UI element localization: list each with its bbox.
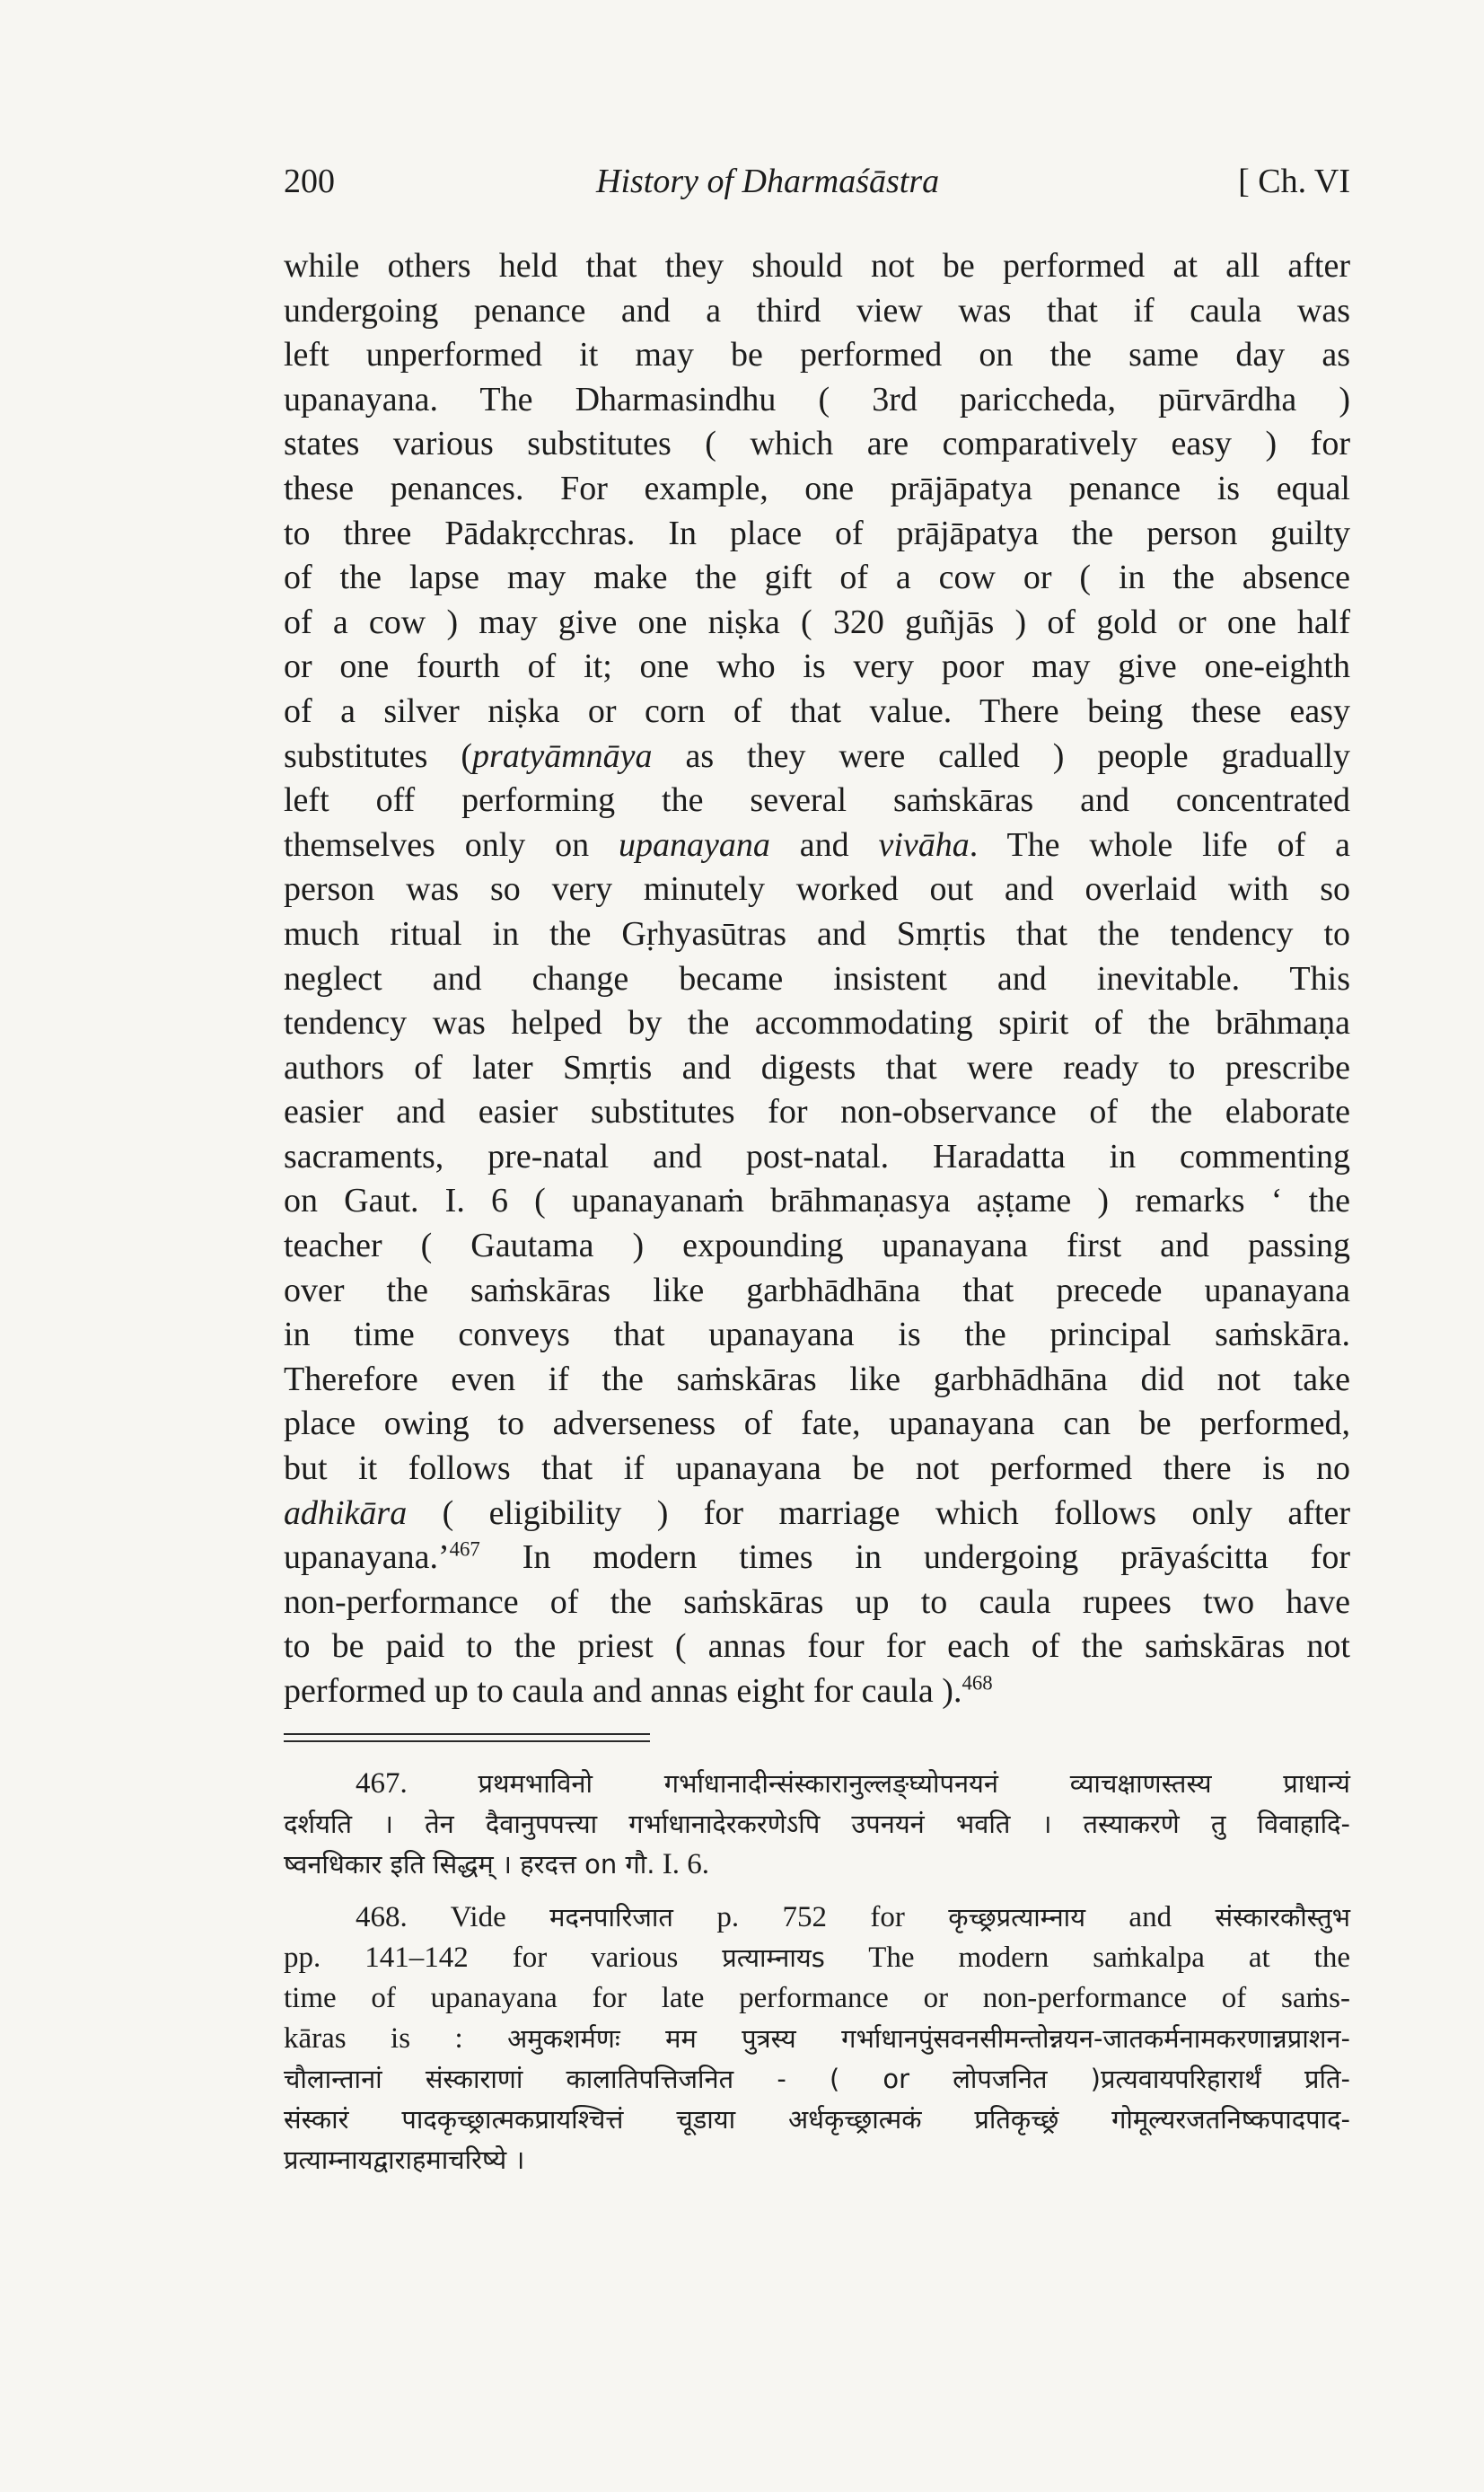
text-line xyxy=(284,823,1350,868)
text-run: In modern times in undergoing prāyaścitta for xyxy=(479,1538,1350,1577)
text-run: themselves only on xyxy=(284,825,619,864)
text-line: neglect and change became insistent and inevitable. This xyxy=(284,959,1350,998)
text-run: performed up to caula and annas eight for caula ). xyxy=(284,1672,962,1710)
footnote-468 xyxy=(284,1898,1350,1938)
text-line xyxy=(284,1536,1350,1581)
italic-term: upanayana xyxy=(619,825,770,864)
footnote-467 xyxy=(284,1764,1350,1804)
text-line: person was so very minutely worked out and overlaid with so xyxy=(284,870,1350,909)
text-line: to be paid to the priest ( annas four for each of the saṁskāras not xyxy=(284,1627,1350,1666)
text-line: easier and easier substitutes for non-observance of the elaborate xyxy=(284,1093,1350,1132)
sanskrit-text: प्रत्याम्नायs xyxy=(722,1942,825,1973)
text-run: . The whole life of a xyxy=(969,825,1350,864)
text-line xyxy=(284,735,1350,779)
text-run: The modern saṁkalpa at the xyxy=(824,1942,1350,1974)
sanskrit-text: गौ. xyxy=(625,1849,655,1880)
text-line: left off performing the several saṁskāras and concentrated xyxy=(284,781,1350,820)
text-line: Therefore even if the saṁskāras like garbhādhāna did not take xyxy=(284,1360,1350,1398)
footnote-line xyxy=(284,1804,1350,1845)
sanskrit-text: प्रथमभाविनो गर्भाधानादीन्संस्कारानुल्लङ्घ्योपनयनं व्याचक्षाणस्तस्य प्राधान्यं xyxy=(478,1768,1351,1799)
text-line: tendency was helped by the accommodating spirit of the brāhmaṇa xyxy=(284,1004,1350,1043)
sanskrit-text: संस्कारं पादकृच्छ्रात्मकप्रायश्चित्तं चूडाया अर्धकृच्छ्रात्मकं प्रतिकृच्छ्रं गोमूल्यरजतनिष्कपादपाद- xyxy=(284,2104,1350,2135)
italic-term: adhikāra xyxy=(284,1493,408,1532)
sanskrit-text: प्रत्याम्नायद्वाराहमाचरिष्ये । xyxy=(284,2144,525,2175)
text-line: teacher ( Gautama ) expounding upanayana first and passing xyxy=(284,1227,1350,1265)
main-text xyxy=(284,244,1350,1714)
sanskrit-text: मदनपारिजात xyxy=(549,1902,673,1933)
text-run: pp. 141–142 for various xyxy=(284,1942,723,1974)
footnotes xyxy=(284,1764,1350,2180)
text-run: ( eligibility ) for marriage which follows only after xyxy=(407,1493,1350,1532)
footnote-line xyxy=(284,2100,1350,2140)
text-line: these penances. For example, one prājāpatya penance is equal xyxy=(284,469,1350,507)
footnote-line: time of upanayana for late performance or non-performance of saṁs- xyxy=(284,1982,1350,2014)
chapter-label: [ Ch. VI xyxy=(1238,163,1350,200)
text-run: substitutes ( xyxy=(284,736,473,775)
text-line: of a cow ) may give one niṣka ( 320 guñjās ) of gold or one half xyxy=(284,603,1350,641)
text-line: but it follows that if upanayana be not performed there is no xyxy=(284,1449,1350,1488)
footnote-rule xyxy=(284,1733,650,1735)
footnote-line xyxy=(284,1845,1350,1885)
text-run: and xyxy=(1085,1901,1216,1933)
text-line: in time conveys that upanayana is the principal saṁskāra. xyxy=(284,1316,1350,1354)
text-line xyxy=(284,1669,1350,1714)
sanskrit-text: दर्शयति । तेन दैवानुपपत्त्या गर्भाधानादेरकरणेऽपि उपनयनं भवति । तस्याकरणे तु विवाहादि- xyxy=(284,1809,1350,1839)
text-run: upanayana.’ xyxy=(284,1538,450,1577)
page-header xyxy=(284,154,1350,208)
text-line: sacraments, pre-natal and post-natal. Haradatta in commenting xyxy=(284,1137,1350,1176)
text-run: and xyxy=(769,825,879,864)
sanskrit-text: ष्वनधिकार इति सिद्धम् । हरदत्त on xyxy=(284,1849,626,1880)
footnote-ref-467: 467 xyxy=(449,1537,480,1561)
text-run: I. 6. xyxy=(654,1848,710,1880)
text-line: while others held that they should not be performed at all after xyxy=(284,247,1350,285)
text-run: kāras is : xyxy=(284,2022,508,2055)
text-line: states various substitutes ( which are comparatively easy ) for xyxy=(284,425,1350,463)
running-title: History of Dharmaśāstra xyxy=(596,163,940,200)
text-line: non-performance of the saṁskāras up to caula rupees two have xyxy=(284,1582,1350,1621)
page-number: 200 xyxy=(284,163,335,200)
footnote-rule xyxy=(284,1740,650,1742)
text-line: of the lapse may make the gift of a cow or ( in the absence xyxy=(284,559,1350,597)
footnote-number: 468. xyxy=(356,1901,408,1933)
italic-term: vivāha xyxy=(878,825,970,864)
text-line xyxy=(284,1492,1350,1537)
italic-term: pratyāmnāya xyxy=(472,736,653,775)
footnote-line xyxy=(284,2059,1350,2100)
footnote-line xyxy=(284,1938,1350,1978)
text-line: much ritual in the Gṛhyasūtras and Smṛtis that the tendency to xyxy=(284,914,1350,953)
text-line: over the saṁskāras like garbhādhāna that precede upanayana xyxy=(284,1271,1350,1309)
text-line: to three Pādakṛcchras. In place of prājāpatya the person guilty xyxy=(284,514,1350,552)
footnote-line xyxy=(284,2019,1350,2059)
sanskrit-text: संस्कारकौस्तुभ xyxy=(1215,1902,1350,1933)
text-line: on Gaut. I. 6 ( upanayanaṁ brāhmaṇasya aṣṭame ) remarks ‘ the xyxy=(284,1182,1350,1220)
text-line: or one fourth of it; one who is very poor may give one-eighth xyxy=(284,647,1350,686)
text-run: as they were called ) people gradually xyxy=(652,736,1350,775)
footnote-line xyxy=(284,2140,1350,2180)
text-run: p. 752 for xyxy=(672,1901,949,1933)
text-line: authors of later Smṛtis and digests that were ready to prescribe xyxy=(284,1048,1350,1087)
sanskrit-text: कृच्छ्रप्रत्याम्नाय xyxy=(948,1902,1086,1933)
text-line: upanayana. The Dharmasindhu ( 3rd pariccheda, pūrvārdha ) xyxy=(284,380,1350,418)
footnote-ref-468: 468 xyxy=(962,1671,993,1695)
sanskrit-text: अमुकशर्मणः मम पुत्रस्य गर्भाधानपुंसवनसीमन्तोन्नयन-जातकर्मनामकरणान्नप्राशन- xyxy=(507,2023,1350,2054)
footnote-number: 467. xyxy=(356,1767,408,1800)
text-line: undergoing penance and a third view was that if caula was xyxy=(284,291,1350,330)
text-line: left unperformed it may be performed on the same day as xyxy=(284,336,1350,374)
text-line: place owing to adverseness of fate, upanayana can be performed, xyxy=(284,1405,1350,1443)
text-run: Vide xyxy=(450,1901,550,1933)
sanskrit-text: चौलान्तानां संस्काराणां कालातिपत्तिजनित - ( or लोपजनित )प्रत्यवायपरिहारार्थं प्रति- xyxy=(284,2064,1350,2094)
text-line: of a silver niṣka or corn of that value. There being these easy xyxy=(284,691,1350,730)
